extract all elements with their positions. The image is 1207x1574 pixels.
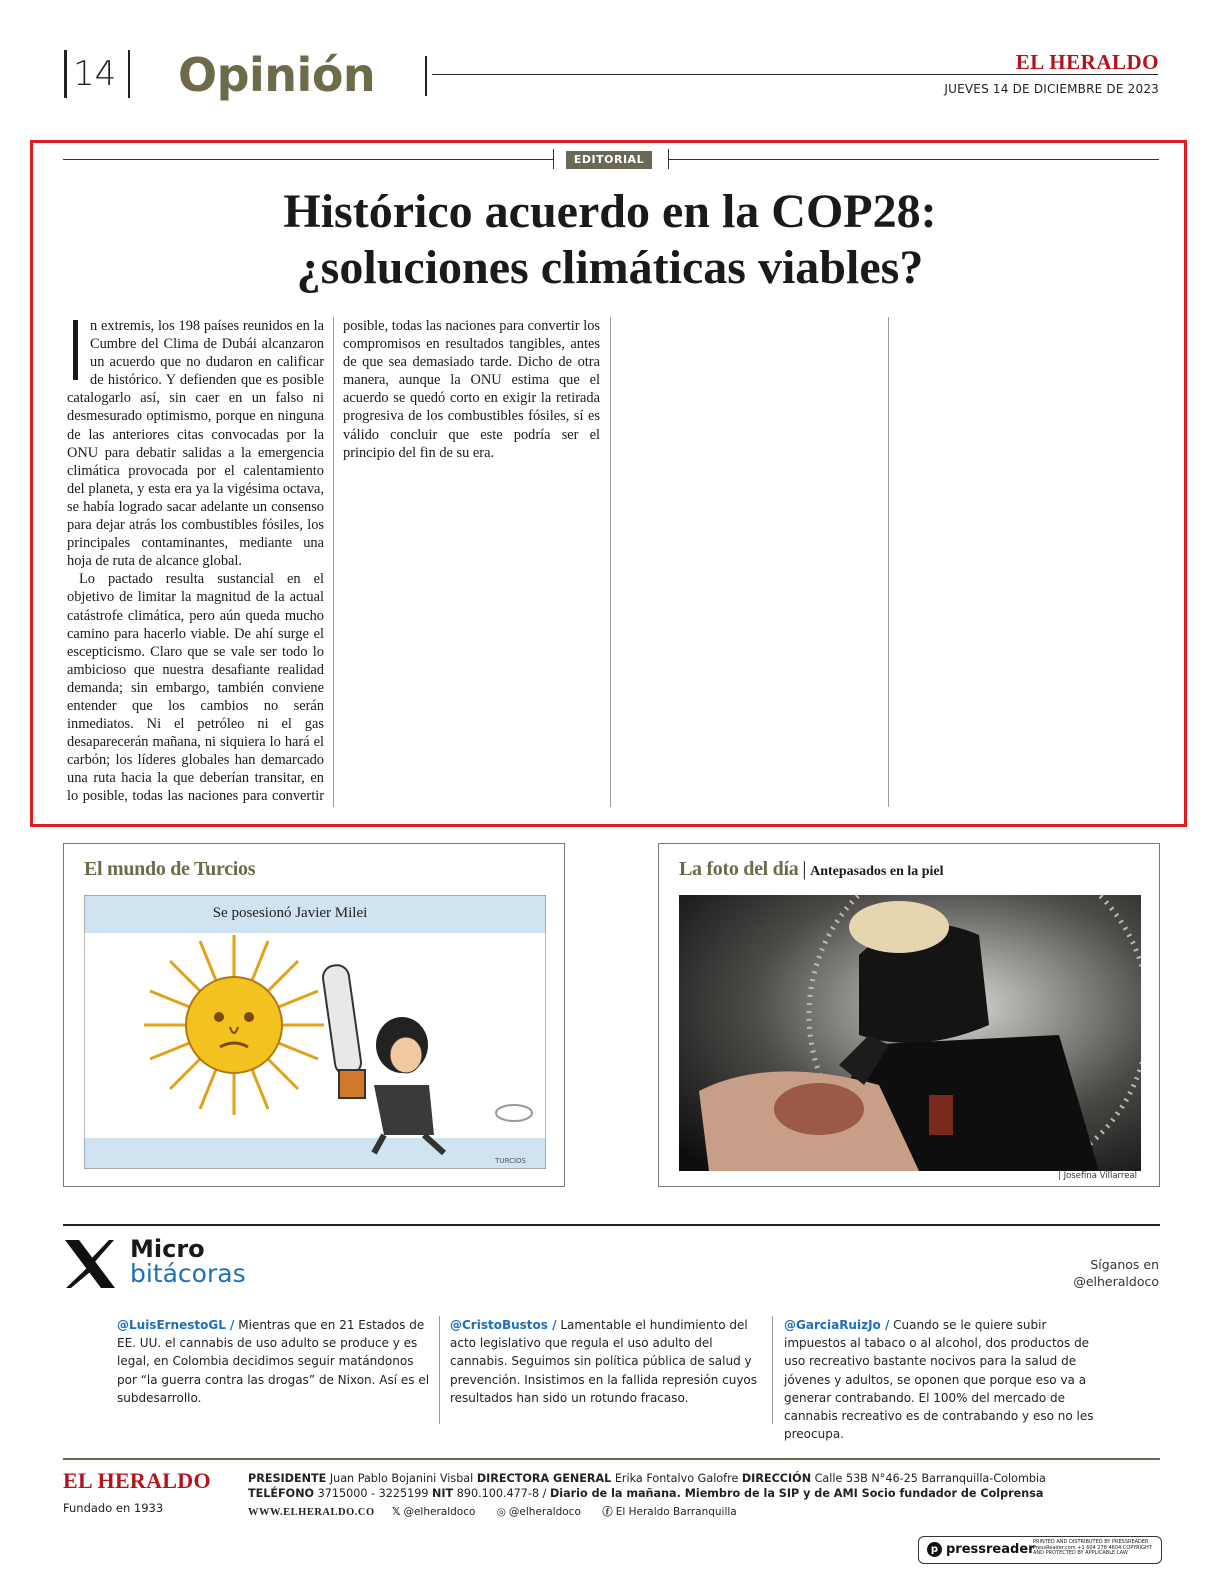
- tweet: [117, 1316, 435, 1407]
- pressreader-icon: p: [927, 1542, 942, 1557]
- page-number: 14: [73, 54, 117, 94]
- editorial-rule: [553, 149, 554, 169]
- tweet: [784, 1316, 1102, 1443]
- column-rule: [888, 317, 889, 807]
- editorial-column-1: [67, 317, 324, 807]
- footer-logo: EL HERALDO: [63, 1468, 211, 1493]
- header-divider: [425, 56, 427, 96]
- header-divider: [128, 50, 130, 98]
- photo-of-the-day: [679, 895, 1141, 1171]
- micro-title: Micro: [130, 1235, 205, 1263]
- photo-label: [679, 858, 944, 881]
- follow-label: Síganos en: [1090, 1257, 1159, 1272]
- x-icon: 𝕏: [391, 1506, 401, 1518]
- masthead-line-1: [248, 1472, 1046, 1485]
- diario-text: Diario de la mañana. Miembro de la SIP y de AMI Socio fundador de Colprensa: [549, 1487, 1044, 1500]
- x-logo-icon: [63, 1238, 117, 1290]
- instagram-social[interactable]: [497, 1506, 581, 1518]
- newspaper-name: EL HERALDO: [1015, 50, 1159, 74]
- masthead-line-3: [248, 1504, 755, 1519]
- facebook-social[interactable]: [602, 1506, 737, 1518]
- editorial-paragraph: posible, todas las naciones para convertir los compromisos en resultados tangibles, antes de que sea demasiado tarde. Dicho de otra manera, aunque la ONU estima que el acuerdo se quedó corto en exigir la retirada progresiva de los combustibles fósiles, sí es válido concluir que este podría ser el principio del fin de su era.: [343, 318, 600, 461]
- presidente-name: Juan Pablo Bojanini Visbal: [329, 1472, 474, 1485]
- nit-value: 890.100.477-8 /: [456, 1487, 547, 1500]
- x-handle: @elheraldoco: [403, 1506, 476, 1518]
- editorial-rule: [668, 149, 669, 169]
- pressreader-badge[interactable]: [918, 1536, 1162, 1564]
- photo-subtitle: Antepasados en la piel: [810, 864, 944, 879]
- tweet-text: Lamentable el hundimiento del acto legislativo que regula el uso adulto del cannabis. Seguimos sin política pública de salud y prevención. Insistimos en la fallida represión cuyos resultados han sido un rotundo fracaso.: [450, 1318, 758, 1405]
- direccion-label: DIRECCIÓN: [741, 1472, 812, 1485]
- follow-handle[interactable]: @elheraldoco: [1073, 1274, 1159, 1289]
- micro-subtitle: bitácoras: [130, 1259, 246, 1288]
- tweet-divider: [772, 1316, 773, 1424]
- nit-label: NIT: [432, 1487, 454, 1500]
- directora-name: Erika Fontalvo Galofre: [614, 1472, 739, 1485]
- photo-box: [658, 843, 1160, 1187]
- cartoon-caption: Se posesionó Javier Milei: [212, 905, 368, 921]
- editorial-paragraph: Lo pactado resulta sustancial en el objetivo de limitar la magnitud de la actual catástrofe climática, pero aún queda mucho camino para hacerlo viable. De ahí surge el escepticismo. Claro que se vale ser todo lo ambicioso que nuestra desafiante realidad demanda; sin embargo, también conviene entender que los cambios no serán inmediatos. Ni el petróleo ni el gas desaparecerán mañana, ni siquiera lo hará el carbón; los líderes globales han demarcado una ruta hacia la que deberían transitar, en lo posible, todas las naciones para convertir: [67, 571, 324, 805]
- editorial-rule: [63, 159, 554, 160]
- drop-cap: [73, 320, 78, 380]
- photo-label-main: La foto del día: [679, 858, 799, 880]
- x-social[interactable]: [392, 1506, 475, 1518]
- instagram-icon: ◎: [496, 1506, 506, 1518]
- direccion-value: Calle 53B N°46-25 Barranquilla-Colombia: [814, 1472, 1046, 1485]
- website-link[interactable]: WWW.ELHERALDO.CO: [248, 1507, 375, 1518]
- headline-line-1: Histórico acuerdo en la COP28:: [283, 185, 937, 238]
- cartoon-box: [63, 843, 565, 1187]
- telefono-value: 3715000 - 3225199: [317, 1487, 429, 1500]
- editorial-badge: EDITORIAL: [566, 151, 652, 169]
- directora-label: DIRECTORA GENERAL: [476, 1472, 612, 1485]
- editorial-rule: [668, 159, 1159, 160]
- sun-of-may: [144, 935, 324, 1115]
- footer-rule: [63, 1458, 1160, 1460]
- editorial-column-2: [343, 317, 600, 807]
- tweet-text: Mientras que en 21 Estados de EE. UU. el cannabis de uso adulto se produce y es legal, en Colombia decidimos seguir matándonos por “la guerra contra las drogas” de Nixon. Así es el subdesarrollo.: [117, 1318, 430, 1405]
- presidente-label: PRESIDENTE: [248, 1472, 327, 1485]
- cartoon-signature: TURCIOS: [495, 1157, 526, 1165]
- photo-credit: | Josefina Villarreal: [1058, 1171, 1137, 1181]
- tweet-handle[interactable]: @CristoBustos /: [450, 1318, 557, 1332]
- masthead-line-2: [248, 1487, 1043, 1500]
- section-rule: [63, 1224, 1160, 1226]
- page-number-bar: [64, 50, 67, 98]
- pressreader-notice: PRINTED AND DISTRIBUTED BY PRESSREADER PressReader.com +1 604 278 4604 COPYRIGHT AND PROTECTED BY APPLICABLE LAW: [1033, 1539, 1152, 1557]
- label-separator: |: [802, 858, 807, 880]
- column-rule: [610, 317, 611, 807]
- tweet: [450, 1316, 768, 1407]
- facebook-handle: El Heraldo Barranquilla: [615, 1506, 737, 1518]
- founded-text: Fundado en 1933: [63, 1501, 164, 1515]
- tweet-handle[interactable]: @GarciaRuizJo /: [784, 1318, 890, 1332]
- facebook-icon: ⓕ: [602, 1506, 613, 1518]
- headline-line-2: ¿soluciones climáticas viables?: [296, 241, 924, 294]
- tweet-handle[interactable]: @LuisErnestoGL /: [117, 1318, 235, 1332]
- editorial-headline: [80, 184, 1140, 296]
- instagram-handle: @elheraldoco: [508, 1506, 581, 1518]
- telefono-label: TELÉFONO: [248, 1487, 315, 1500]
- tweet-divider: [439, 1316, 440, 1424]
- section-title: Opinión: [178, 48, 376, 102]
- pressreader-name: pressreader: [946, 1542, 1035, 1557]
- issue-date: JUEVES 14 DE DICIEMBRE DE 2023: [944, 82, 1159, 96]
- tweet-text: Cuando se le quiere subir impuestos al tabaco o al alcohol, dos productos de uso recreativo bastante nocivos para la salud de jóvenes y adultos, se oponen que porque eso va a generar contrabando. El 100% del mercado de cannabis recreativo es de contrabando y eso no les preocupa.: [784, 1318, 1094, 1442]
- pressreader-logo: [927, 1542, 1035, 1557]
- cartoon-illustration: [84, 895, 546, 1169]
- editorial-paragraph: n extremis, los 198 países reunidos en la Cumbre del Clima de Dubái alcanzaron un acuerdo que no dudaron en calificar de histórico. Y defienden que es posible catalogarlo así, sin caer en un falso ni desmesurado optimismo, porque en ninguna de las anteriores citas convocadas por la ONU para debatir salidas a la emergencia climática provocada por el calentamiento del planeta, y esta era ya la vigésima octava, se había logrado sacar adelante un consenso para dejar atrás los combustibles fósiles, los principales contaminantes, mediante una hoja de ruta de alcance global.: [67, 318, 324, 570]
- cartoon-label: El mundo de Turcios: [84, 858, 256, 880]
- column-rule: [333, 317, 334, 807]
